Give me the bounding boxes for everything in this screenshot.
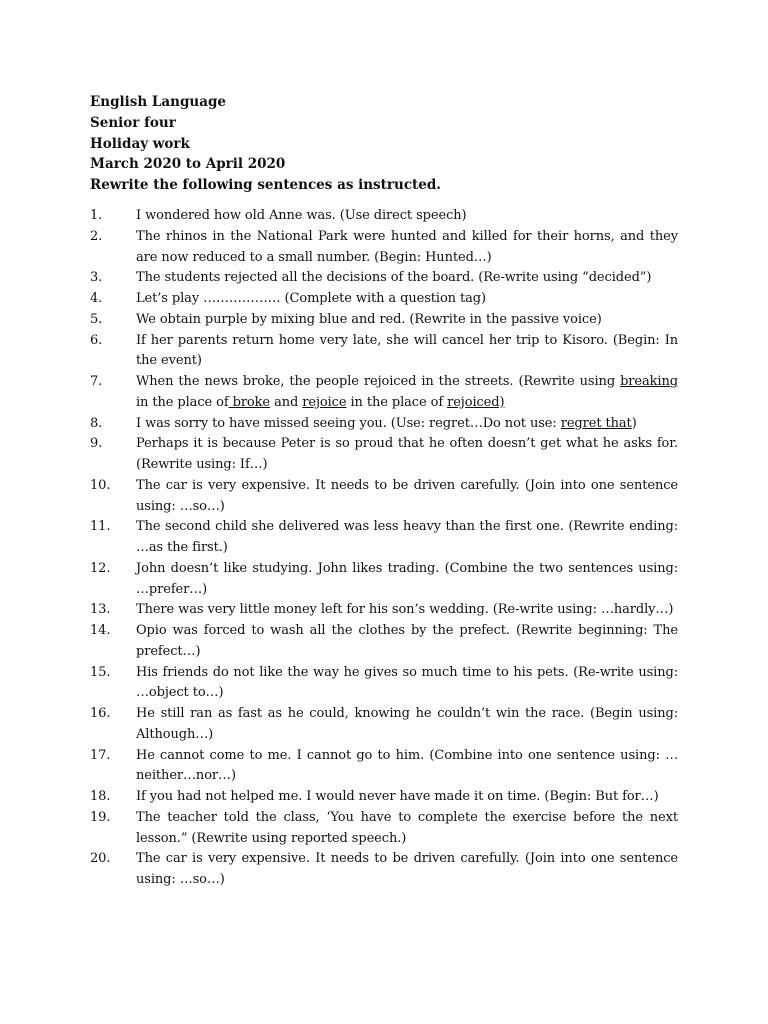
item-number: 5. — [90, 311, 103, 327]
exercise-item — [90, 476, 678, 518]
item-text: We obtain purple by mixing blue and red. (Rewrite in the passive voice) — [136, 311, 602, 327]
exercise-item — [90, 372, 678, 414]
item-number: 10. — [90, 477, 111, 493]
item-text: His friends do not like the way he gives so much time to his pets. (Re-write using: …object to…) — [136, 664, 678, 701]
item-text: John doesn’t like studying. John likes trading. (Combine the two sentences using: …prefer…) — [136, 560, 678, 597]
item-number: 14. — [90, 623, 111, 638]
item-text: If you had not helped me. I would never have made it on time. (Begin: But for…) — [136, 789, 659, 804]
item-text: ) — [631, 415, 637, 431]
item-number: 2. — [90, 228, 103, 244]
item-text: The teacher told the class, ‘You have to complete the exercise before the next lesson.” (Rewrite using reported speech.) — [136, 809, 678, 846]
item-number: 7. — [90, 374, 103, 389]
class-heading: Senior four — [90, 114, 176, 131]
item-number: 6. — [90, 332, 103, 348]
item-text: The rhinos in the National Park were hunted and killed for their horns, and they are now reduced to a small number. (Begin: Hunted…) — [136, 228, 678, 265]
exercise-item — [90, 227, 678, 269]
item-text: If her parents return home very late, she will cancel her trip to Kisoro. (Begin: In the event) — [136, 332, 678, 369]
item-text: When the news broke, the people rejoiced in the streets. (Rewrite using — [136, 374, 621, 389]
underlined-word: rejoice — [302, 394, 347, 410]
exercise-item — [90, 206, 678, 227]
item-number: 9. — [90, 436, 103, 452]
exercise-item — [90, 331, 678, 373]
item-number: 15. — [90, 664, 111, 680]
exercise-list — [90, 206, 678, 891]
item-text: He cannot come to me. I cannot go to him. (Combine into one sentence using: …neither…nor…) — [136, 747, 678, 784]
underlined-word: regret that — [560, 415, 632, 431]
item-number: 12. — [90, 560, 111, 576]
item-text: The second child she delivered was less heavy than the first one. (Rewrite ending: …as the first.) — [136, 519, 678, 555]
item-text: Let’s play ……………… (Complete with a question tag) — [136, 291, 486, 306]
exercise-item — [90, 704, 678, 746]
exercise-item — [90, 787, 678, 808]
exercise-item — [90, 414, 678, 435]
item-text: The car is very expensive. It needs to be driven carefully. (Join into one sentence using: …so…) — [136, 477, 678, 514]
item-number: 19. — [90, 809, 111, 825]
item-number: 1. — [90, 208, 103, 223]
underlined-word: rejoiced) — [447, 394, 505, 410]
item-number: 3. — [90, 270, 103, 286]
exercise-item — [90, 268, 678, 289]
item-number: 20. — [90, 851, 111, 867]
exercise-item — [90, 808, 678, 850]
item-text: in the place of — [346, 394, 448, 410]
date-range-heading: March 2020 to April 2020 — [90, 156, 286, 173]
item-text: The students rejected all the decisions of the board. (Re-write using “decided”) — [136, 270, 652, 286]
item-number: 8. — [90, 415, 103, 431]
underlined-word: breaking — [620, 374, 678, 389]
item-text: I wondered how old Anne was. (Use direct speech) — [136, 208, 467, 223]
item-text: Opio was forced to wash all the clothes by the prefect. (Rewrite beginning: The prefect…) — [136, 623, 678, 659]
exercise-item — [90, 621, 678, 663]
item-text: Perhaps it is because Peter is so proud that he often doesn’t get what he asks for. (Rewrite using: If…) — [136, 436, 678, 472]
item-number: 16. — [90, 706, 111, 721]
item-text: He still ran as fast as he could, knowing he couldn’t win the race. (Begin using: Although…) — [136, 706, 678, 742]
exercise-item — [90, 289, 678, 310]
exercise-item — [90, 600, 678, 621]
exercise-item — [90, 434, 678, 476]
item-number: 11. — [90, 519, 111, 535]
item-number: 17. — [90, 747, 111, 763]
exercise-item — [90, 517, 678, 559]
item-text: There was very little money left for his son’s wedding. (Re-write using: …hardly…) — [136, 602, 674, 618]
document-header — [90, 92, 690, 196]
exercise-item — [90, 663, 678, 705]
exercise-item — [90, 849, 678, 891]
item-number: 18. — [90, 789, 111, 804]
underlined-word: broke — [228, 394, 271, 410]
exercise-item — [90, 310, 678, 331]
item-number: 13. — [90, 602, 111, 618]
item-text: in the place of — [136, 394, 229, 410]
item-text: and — [270, 394, 303, 410]
item-text: I was sorry to have missed seeing you. (Use: regret…Do not use: — [136, 415, 561, 431]
item-text: The car is very expensive. It needs to be driven carefully. (Join into one sentence using: …so…) — [136, 851, 678, 887]
exercise-item — [90, 559, 678, 601]
exercise-item — [90, 746, 678, 788]
item-number: 4. — [90, 291, 103, 306]
instructions-heading: Rewrite the following sentences as instructed. — [90, 177, 442, 193]
assignment-heading: Holiday work — [90, 135, 190, 152]
subject-heading: English Language — [90, 94, 227, 110]
